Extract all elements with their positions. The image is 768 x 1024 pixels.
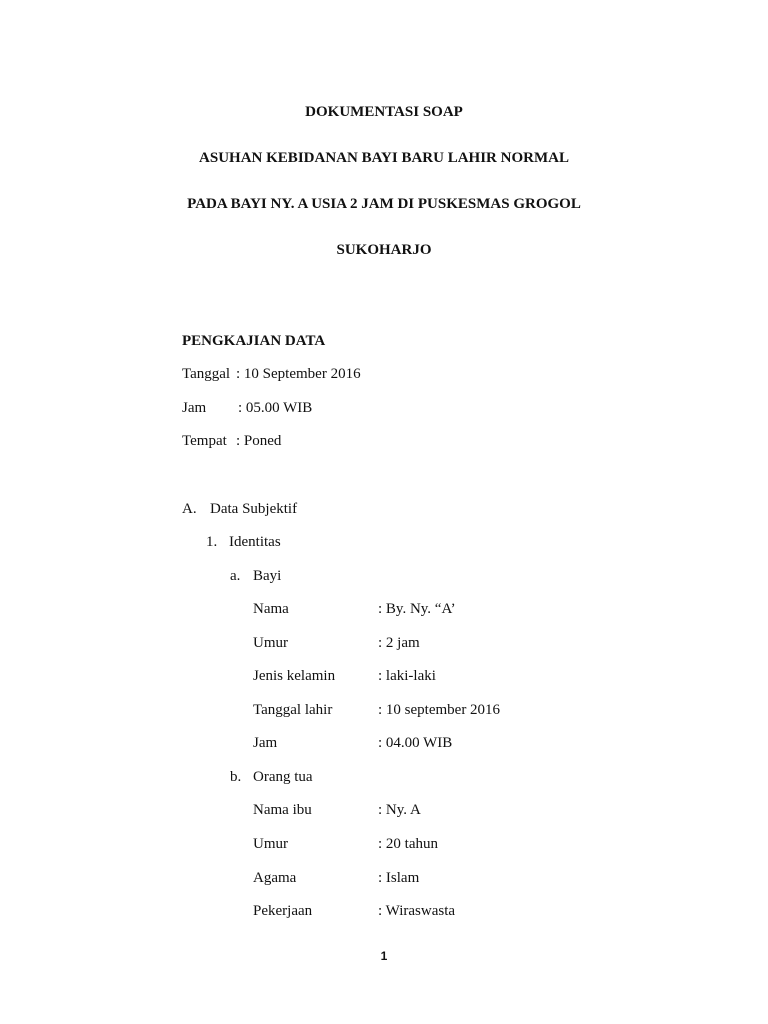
item-1-title: Identitas (229, 534, 281, 550)
section-a-title: Data Subjektif (210, 501, 298, 517)
place-label: Tempat (182, 433, 227, 449)
baby-birthtime-value: : 04.00 WIB (378, 735, 453, 751)
religion-value: : Islam (378, 870, 420, 886)
doc-title: DOKUMENTASI SOAP (305, 104, 463, 120)
baby-name-value: : By. Ny. “A’ (378, 601, 456, 617)
section-heading-pengkajian: PENGKAJIAN DATA (182, 333, 326, 349)
sub-b-marker: b. (230, 769, 242, 785)
page-number: 1 (380, 949, 388, 963)
sub-b-title: Orang tua (253, 769, 313, 785)
baby-birthdate-value: : 10 september 2016 (378, 702, 501, 718)
doc-subtitle-line-3: SUKOHARJO (336, 242, 432, 258)
occupation-value: : Wiraswasta (378, 903, 456, 919)
section-a-marker: A. (182, 501, 197, 517)
mother-age-value: : 20 tahun (378, 836, 438, 852)
place-value: : Poned (236, 433, 282, 449)
sub-a-marker: a. (230, 568, 241, 584)
baby-birthdate-label: Tanggal lahir (253, 702, 333, 718)
doc-subtitle-line-2: PADA BAYI NY. A USIA 2 JAM DI PUSKESMAS GROGOL (187, 196, 581, 212)
mother-name-label: Nama ibu (253, 802, 312, 818)
religion-label: Agama (253, 870, 297, 886)
mother-name-value: : Ny. A (378, 802, 421, 818)
baby-birthtime-label: Jam (253, 735, 278, 751)
date-label: Tanggal (182, 366, 231, 382)
baby-age-label: Umur (253, 635, 288, 651)
mother-age-label: Umur (253, 836, 288, 852)
time-value: : 05.00 WIB (238, 400, 313, 416)
date-value: : 10 September 2016 (236, 366, 361, 382)
baby-sex-label: Jenis kelamin (253, 668, 336, 684)
baby-sex-value: : laki-laki (378, 668, 436, 684)
baby-age-value: : 2 jam (378, 635, 420, 651)
baby-name-label: Nama (253, 601, 289, 617)
time-label: Jam (182, 400, 207, 416)
sub-a-title: Bayi (253, 568, 282, 584)
item-1-marker: 1. (206, 534, 218, 550)
occupation-label: Pekerjaan (253, 903, 313, 919)
doc-subtitle: ASUHAN KEBIDANAN BAYI BARU LAHIR NORMAL (199, 150, 569, 166)
